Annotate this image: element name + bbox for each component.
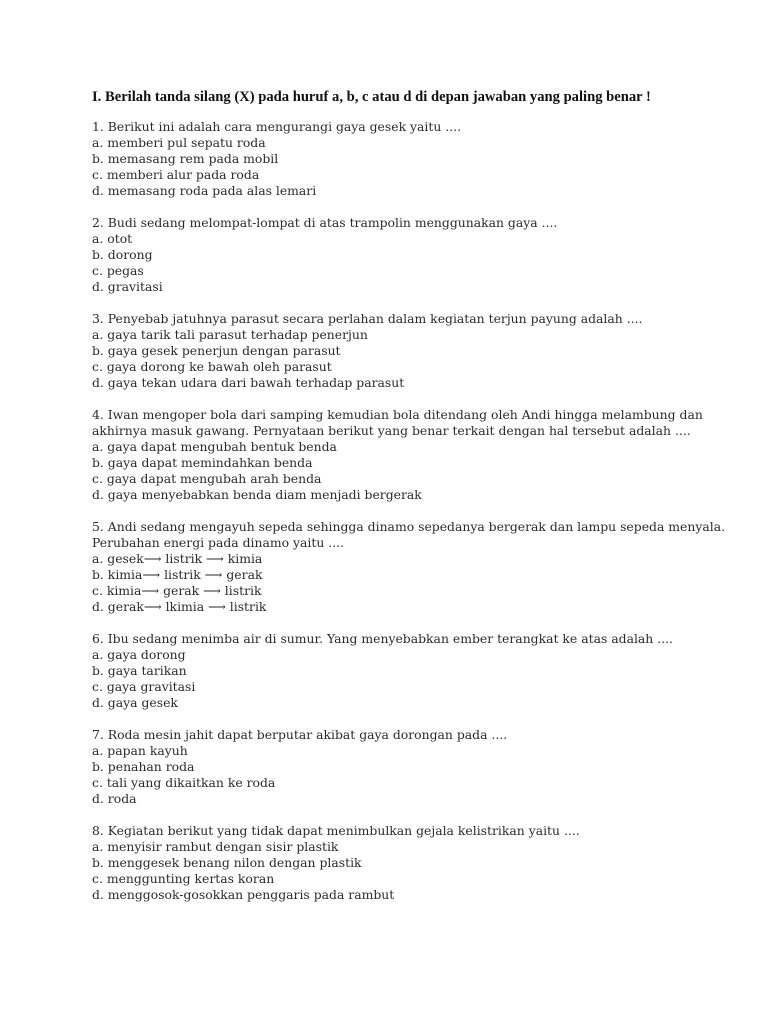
answer-options xyxy=(92,743,742,807)
option-a: a. gesek⟶ listrik ⟶ kimia xyxy=(92,551,263,566)
option-a: a. gaya tarik tali parasut terhadap penerjun xyxy=(92,327,368,342)
question-text: 3. Penyebab jatuhnya parasut secara perlahan dalam kegiatan terjun payung adalah .... xyxy=(92,311,643,326)
question-4 xyxy=(92,407,742,503)
question-5 xyxy=(92,519,742,615)
answer-options xyxy=(92,551,742,615)
option-b: b. kimia⟶ listrik ⟶ gerak xyxy=(92,567,263,582)
option-c: c. menggunting kertas koran xyxy=(92,871,275,886)
question-7 xyxy=(92,727,742,807)
option-c: c. tali yang dikaitkan ke roda xyxy=(92,775,276,790)
option-a: a. gaya dorong xyxy=(92,647,186,662)
quiz-page xyxy=(92,89,742,919)
question-text: 8. Kegiatan berikut yang tidak dapat menimbulkan gejala kelistrikan yaitu .... xyxy=(92,823,580,838)
option-a: a. gaya dapat mengubah bentuk benda xyxy=(92,439,337,454)
option-a: a. papan kayuh xyxy=(92,743,188,758)
option-d: d. memasang roda pada alas lemari xyxy=(92,183,317,198)
option-d: d. gerak⟶ lkimia ⟶ listrik xyxy=(92,599,267,614)
option-d: d. gaya tekan udara dari bawah terhadap parasut xyxy=(92,375,405,390)
question-text: 4. Iwan mengoper bola dari samping kemudian bola ditendang oleh Andi hingga melambung dan akhirnya masuk gawang. Pernyataan berikut yang benar terkait dengan hal tersebut adalah .... xyxy=(92,407,703,438)
option-c: c. gaya dorong ke bawah oleh parasut xyxy=(92,359,332,374)
question-3 xyxy=(92,311,742,391)
answer-options xyxy=(92,231,742,295)
question-8 xyxy=(92,823,742,903)
option-b: b. memasang rem pada mobil xyxy=(92,151,279,166)
question-text: 5. Andi sedang mengayuh sepeda sehingga dinamo sepedanya bergerak dan lampu sepeda menyala. Perubahan energi pada dinamo yaitu .... xyxy=(92,519,726,550)
option-b: b. menggesek benang nilon dengan plastik xyxy=(92,855,362,870)
option-a: a. memberi pul sepatu roda xyxy=(92,135,266,150)
option-b: b. dorong xyxy=(92,247,153,262)
option-d: d. roda xyxy=(92,791,137,806)
option-b: b. gaya gesek penerjun dengan parasut xyxy=(92,343,341,358)
question-6 xyxy=(92,631,742,711)
question-2 xyxy=(92,215,742,295)
option-b: b. penahan roda xyxy=(92,759,195,774)
option-c: c. pegas xyxy=(92,263,144,278)
answer-options xyxy=(92,647,742,711)
question-text: 2. Budi sedang melompat-lompat di atas trampolin menggunakan gaya .... xyxy=(92,215,558,230)
option-b: b. gaya dapat memindahkan benda xyxy=(92,455,313,470)
option-d: d. gravitasi xyxy=(92,279,163,294)
answer-options xyxy=(92,135,742,199)
option-a: a. otot xyxy=(92,231,133,246)
answer-options xyxy=(92,327,742,391)
option-d: d. gaya gesek xyxy=(92,695,178,710)
option-d: d. gaya menyebabkan benda diam menjadi bergerak xyxy=(92,487,422,502)
answer-options xyxy=(92,839,742,903)
question-text: 7. Roda mesin jahit dapat berputar akibat gaya dorongan pada .... xyxy=(92,727,508,742)
option-c: c. memberi alur pada roda xyxy=(92,167,260,182)
option-d: d. menggosok-gosokkan penggaris pada rambut xyxy=(92,887,395,902)
question-text: 1. Berikut ini adalah cara mengurangi gaya gesek yaitu .... xyxy=(92,119,462,134)
question-1 xyxy=(92,119,742,199)
option-c: c. gaya gravitasi xyxy=(92,679,196,694)
question-text: 6. Ibu sedang menimba air di sumur. Yang menyebabkan ember terangkat ke atas adalah .... xyxy=(92,631,673,646)
option-c: c. kimia⟶ gerak ⟶ listrik xyxy=(92,583,262,598)
section-title: I. Berilah tanda silang (X) pada huruf a, b, c atau d di depan jawaban yang paling benar ! xyxy=(92,89,651,105)
option-b: b. gaya tarikan xyxy=(92,663,187,678)
option-c: c. gaya dapat mengubah arah benda xyxy=(92,471,322,486)
answer-options xyxy=(92,439,742,503)
option-a: a. menyisir rambut dengan sisir plastik xyxy=(92,839,339,854)
